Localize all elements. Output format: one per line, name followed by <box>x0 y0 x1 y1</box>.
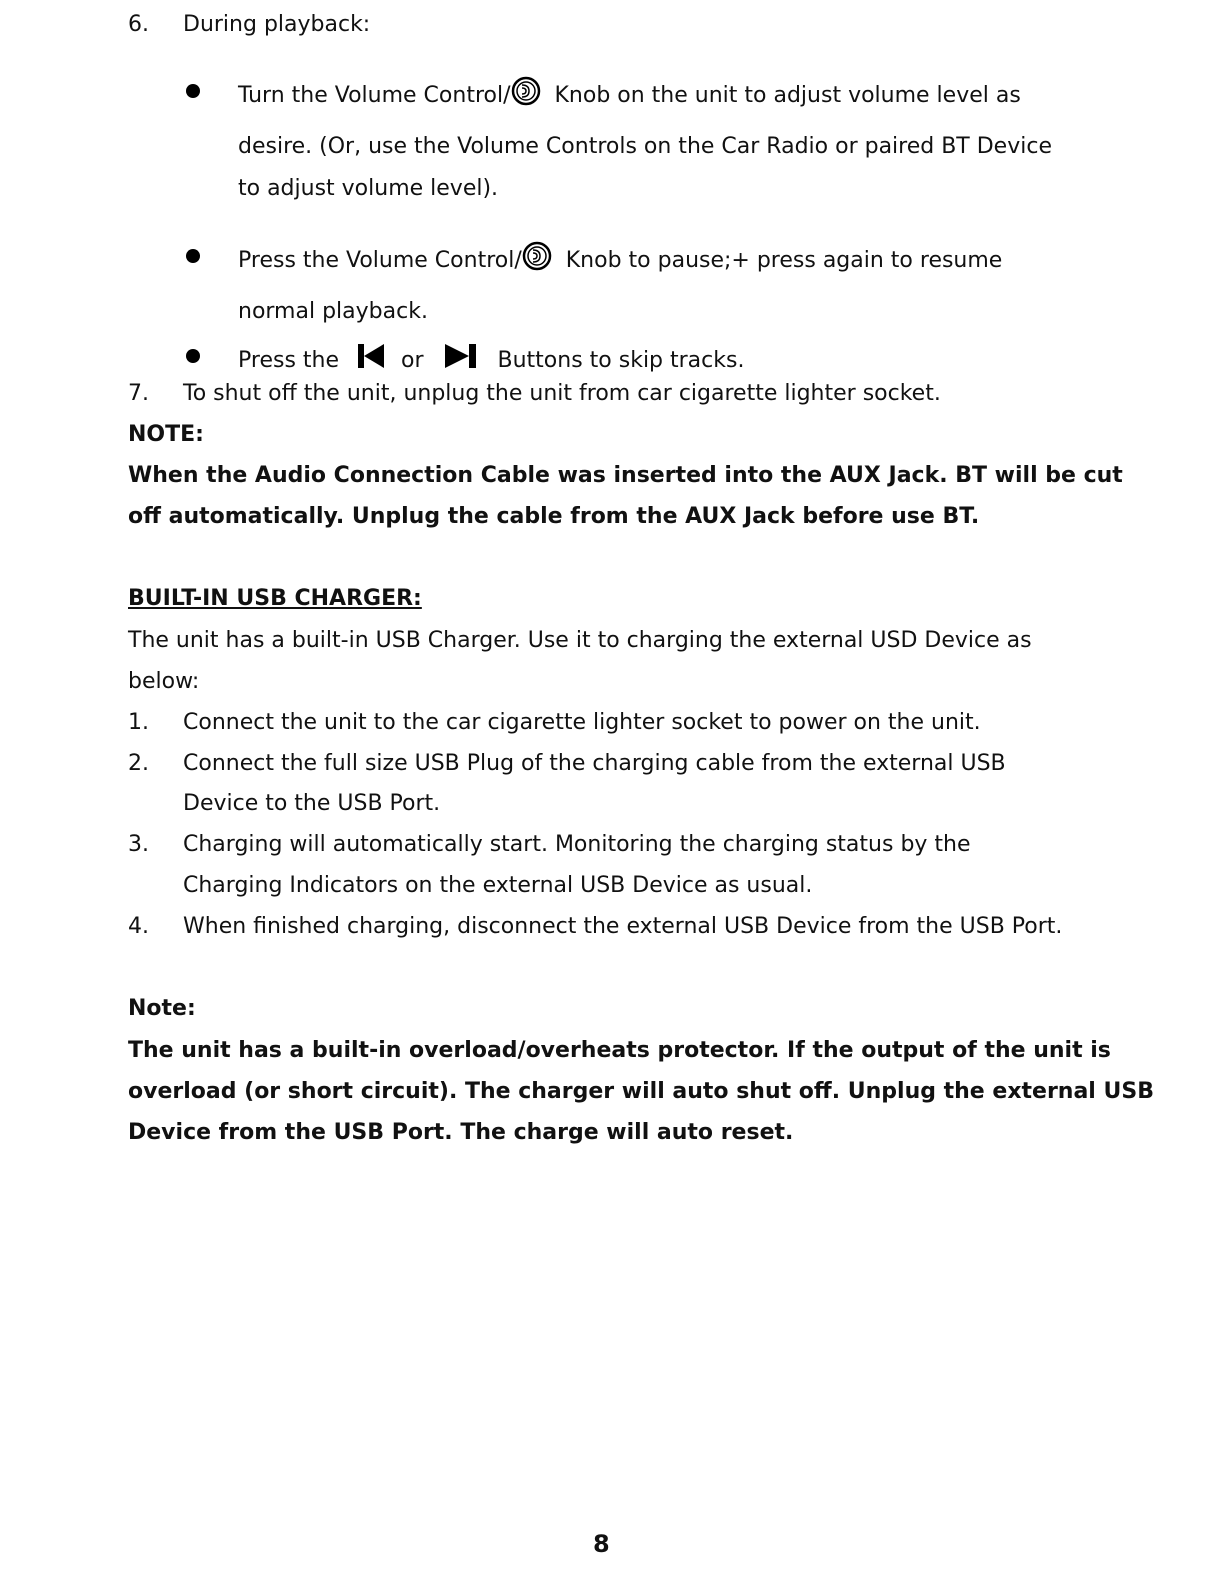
list-number: 6. <box>128 12 149 37</box>
skip-previous-icon <box>354 341 388 371</box>
note-text: overload (or short circuit). The charger will auto shut off. Unplug the external USB <box>128 1079 1154 1104</box>
list-number: 2. <box>128 751 149 776</box>
list-text: Connect the full size USB Plug of the charging cable from the external USB <box>183 751 1006 776</box>
bullet-line: to adjust volume level). <box>238 176 499 201</box>
item-heading: During playback: <box>183 12 371 37</box>
list-text: Device to the USB Port. <box>183 791 441 816</box>
bullet <box>186 349 200 363</box>
skip-next-icon <box>441 341 481 371</box>
section-heading: BUILT-IN USB CHARGER: <box>128 586 422 611</box>
bullet-line: Press the Volume Control/ Knob to pause;+ press again to resume <box>238 241 1002 276</box>
list-number: 1. <box>128 710 149 735</box>
note-label: NOTE: <box>128 422 204 447</box>
list-number: 4. <box>128 914 149 939</box>
page-number: 8 <box>593 1530 610 1558</box>
paragraph-line: The unit has a built-in USB Charger. Use it to charging the external USD Device as <box>128 628 1032 653</box>
list-number: 7. <box>128 381 149 406</box>
bullet-line: desire. (Or, use the Volume Controls on the Car Radio or paired BT Device <box>238 134 1052 159</box>
bullet-line: Press the or Buttons to skip tracks. <box>238 341 744 376</box>
bullet <box>186 84 200 98</box>
note-text: Device from the USB Port. The charge will auto reset. <box>128 1120 794 1145</box>
list-number: 3. <box>128 832 149 857</box>
list-text: To shut off the unit, unplug the unit from car cigarette lighter socket. <box>183 381 941 406</box>
note-text: off automatically. Unplug the cable from the AUX Jack before use BT. <box>128 504 980 529</box>
volume-knob-icon <box>511 76 541 106</box>
note-text: The unit has a built-in overload/overheats protector. If the output of the unit is <box>128 1038 1111 1063</box>
volume-knob-icon <box>522 241 552 271</box>
paragraph-line: below: <box>128 669 200 694</box>
bullet-line: normal playback. <box>238 299 428 324</box>
list-text: Connect the unit to the car cigarette lighter socket to power on the unit. <box>183 710 981 735</box>
list-text: Charging will automatically start. Monitoring the charging status by the <box>183 832 971 857</box>
bullet <box>186 249 200 263</box>
note-label: Note: <box>128 996 196 1021</box>
note-text: When the Audio Connection Cable was inserted into the AUX Jack. BT will be cut <box>128 463 1123 488</box>
bullet-line: Turn the Volume Control/ Knob on the unit to adjust volume level as <box>238 76 1021 111</box>
list-text: Charging Indicators on the external USB Device as usual. <box>183 873 813 898</box>
list-text: When finished charging, disconnect the external USB Device from the USB Port. <box>183 914 1063 939</box>
